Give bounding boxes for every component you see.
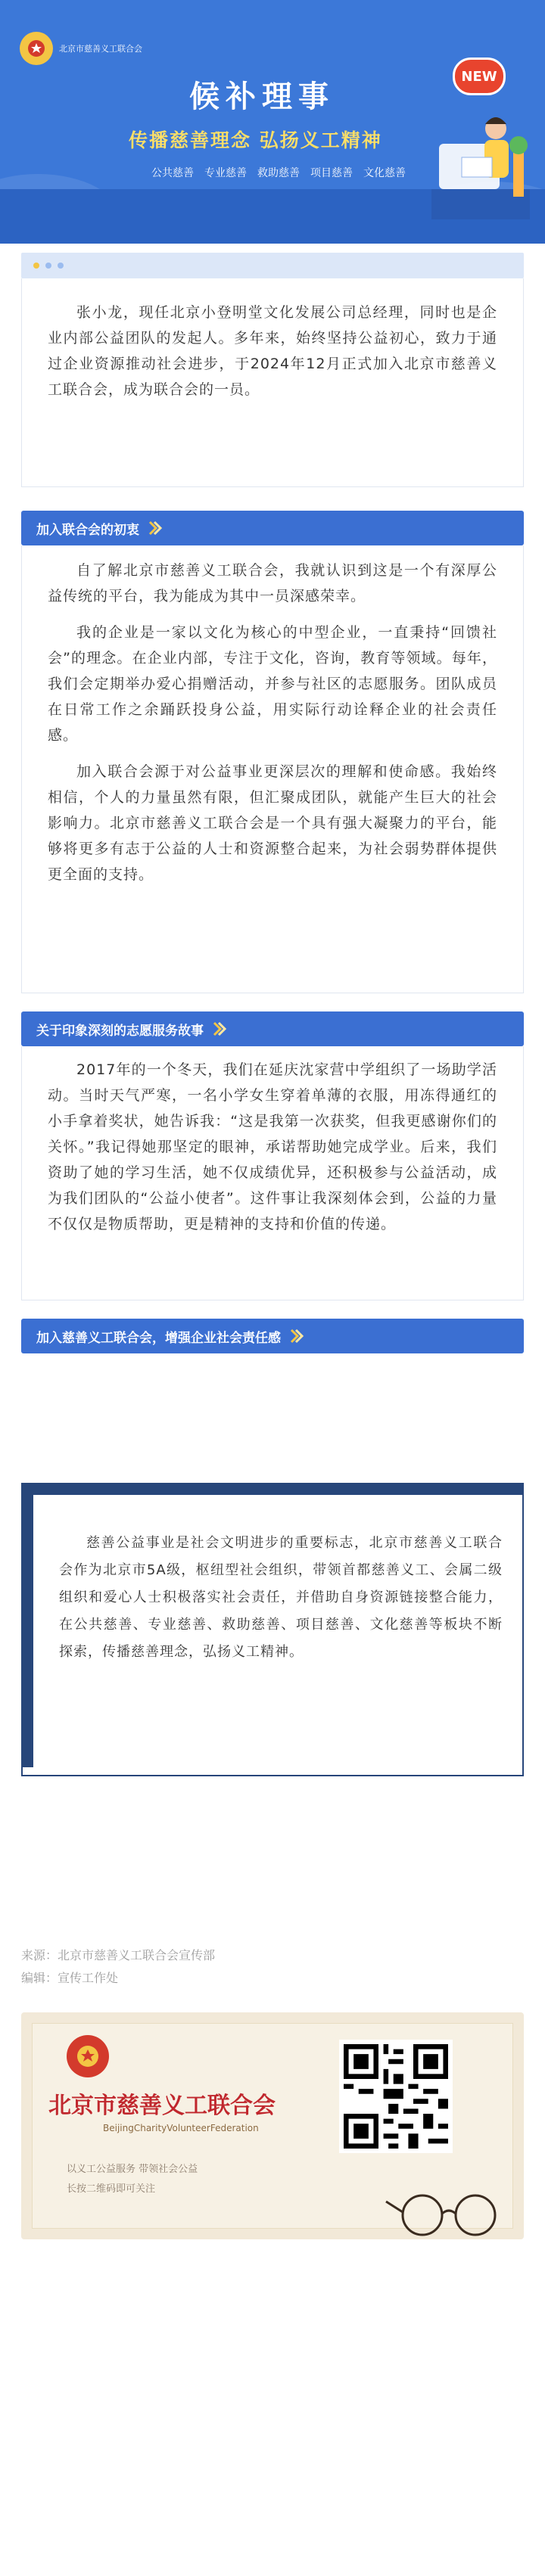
footer-org-name: 北京市慈善义工联合会 <box>48 2093 276 2119</box>
closing-text: 慈善公益事业是社会文明进步的重要标志，北京市慈善义工联合会作为北京市5A级，枢纽型社会组织，带领首都慈善义工、会属二级组织和爱心人士积极落实社会责任，并借助自身资源链接整合能力，在公共慈善、专业慈善、救助慈善、项目慈善、文化慈善等板块不断探索，传播慈善理念，弘扬义工精神。 <box>59 1535 503 1660</box>
section-paragraph: 我的企业是一家以文化为核心的中型企业，一直秉持“回馈社会”的理念。在企业内部，专注于文化，咨询，教育等领域。每年，我们会定期举办爱心捐赠活动，并参与社区的志愿服务。团队成员在日常工作之余踊跃投身公益，用实际行动诠释企业的社会责任感。 <box>48 624 497 744</box>
section-paragraph: 加入联合会源于对公益事业更深层次的理解和使命感。我始终相信，个人的力量虽然有限，但汇聚成团队，就能产生巨大的社会影响力。北京市慈善义工联合会是一个具有强大凝聚力的平台，能够将更多有志于公益的人士和资源整合起来，为社会弱势群体提供更全面的支持。 <box>48 763 497 883</box>
source-line: 来源：北京市慈善义工联合会宣传部 <box>21 1948 216 1962</box>
intro-text: 张小龙，现任北京小登明堂文化发展公司总经理，同时也是企业内部公益团队的发起人。多年来，始终坚持公益初心，致力于通过企业资源推动社会进步，于2024年12月正式加入北京市慈善义工联合会，成为联合会的一员。 <box>48 304 497 398</box>
category-item: 文化慈善 <box>363 167 406 179</box>
intro-card <box>21 278 524 487</box>
section-body <box>21 1046 524 1300</box>
category-item: 救助慈善 <box>257 167 300 179</box>
qr-code-icon <box>344 2044 448 2149</box>
section-heading <box>21 1319 524 1353</box>
footer-line: 以义工公益服务 带领社会公益 <box>67 2164 198 2175</box>
section-body <box>21 545 524 993</box>
section-title: 关于印象深刻的志愿服务故事 <box>36 1023 204 1039</box>
article-source <box>21 1944 215 1990</box>
editor-line: 编辑：宣传工作处 <box>21 1971 119 1985</box>
section-title: 加入慈善义工联合会，增强企业社会责任感 <box>36 1330 281 1346</box>
header-banner <box>0 0 545 244</box>
category-item: 专业慈善 <box>204 167 247 179</box>
footer-card <box>21 2012 524 2239</box>
new-badge: NEW <box>453 57 506 95</box>
qr-code[interactable] <box>339 2040 453 2153</box>
banner-slogan: 传播慈善理念 弘扬义工精神 <box>129 129 382 151</box>
banner-title: 候补理事 <box>189 79 335 114</box>
section-paragraph: 2017年的一个冬天，我们在延庆沈家营中学组织了一场助学活动。当时天气严寒，一名小学女生穿着单薄的衣服，用冻得通红的小手拿着奖状，她告诉我：“这是我第一次获奖，但我更感谢你们的关怀。”我记得她那坚定的眼神，承诺帮助她完成学业。后来，我们资助了她的学习生活，她不仅成绩优异，还积极参与公益活动，成为我们团队的“公益小使者”。这件事让我深刻体会到，公益的力量不仅仅是物质帮助，更是精神的支持和价值的传递。 <box>48 1061 497 1232</box>
org-logo <box>20 32 142 65</box>
org-name: 北京市慈善义工联合会 <box>59 44 142 54</box>
chevron-right-icon <box>288 1328 305 1344</box>
footer-logo-icon <box>67 2035 109 2077</box>
glasses-decoration-icon <box>385 2186 521 2239</box>
category-item: 项目慈善 <box>310 167 353 179</box>
chevron-right-icon <box>211 1021 228 1037</box>
category-item: 公共慈善 <box>151 167 194 179</box>
section-title: 加入联合会的初衷 <box>36 522 139 538</box>
footer-line: 长按二维码即可关注 <box>67 2183 156 2195</box>
closing-box <box>21 1483 524 1776</box>
section-heading <box>21 511 524 545</box>
section-heading <box>21 1011 524 1046</box>
charity-emblem-icon <box>20 32 53 65</box>
section-paragraph: 自了解北京市慈善义工联合会，我就认识到这是一个有深厚公益传统的平台，我为能成为其中一员深感荣幸。 <box>48 562 497 604</box>
footer-org-name-en: BeijingCharityVolunteerFederation <box>103 2123 259 2133</box>
category-list <box>151 165 406 180</box>
chevron-right-icon <box>147 520 164 536</box>
decorative-dots-bar <box>21 253 524 278</box>
reading-person-illustration <box>424 98 537 227</box>
section-body-wrapper <box>21 1353 524 1474</box>
